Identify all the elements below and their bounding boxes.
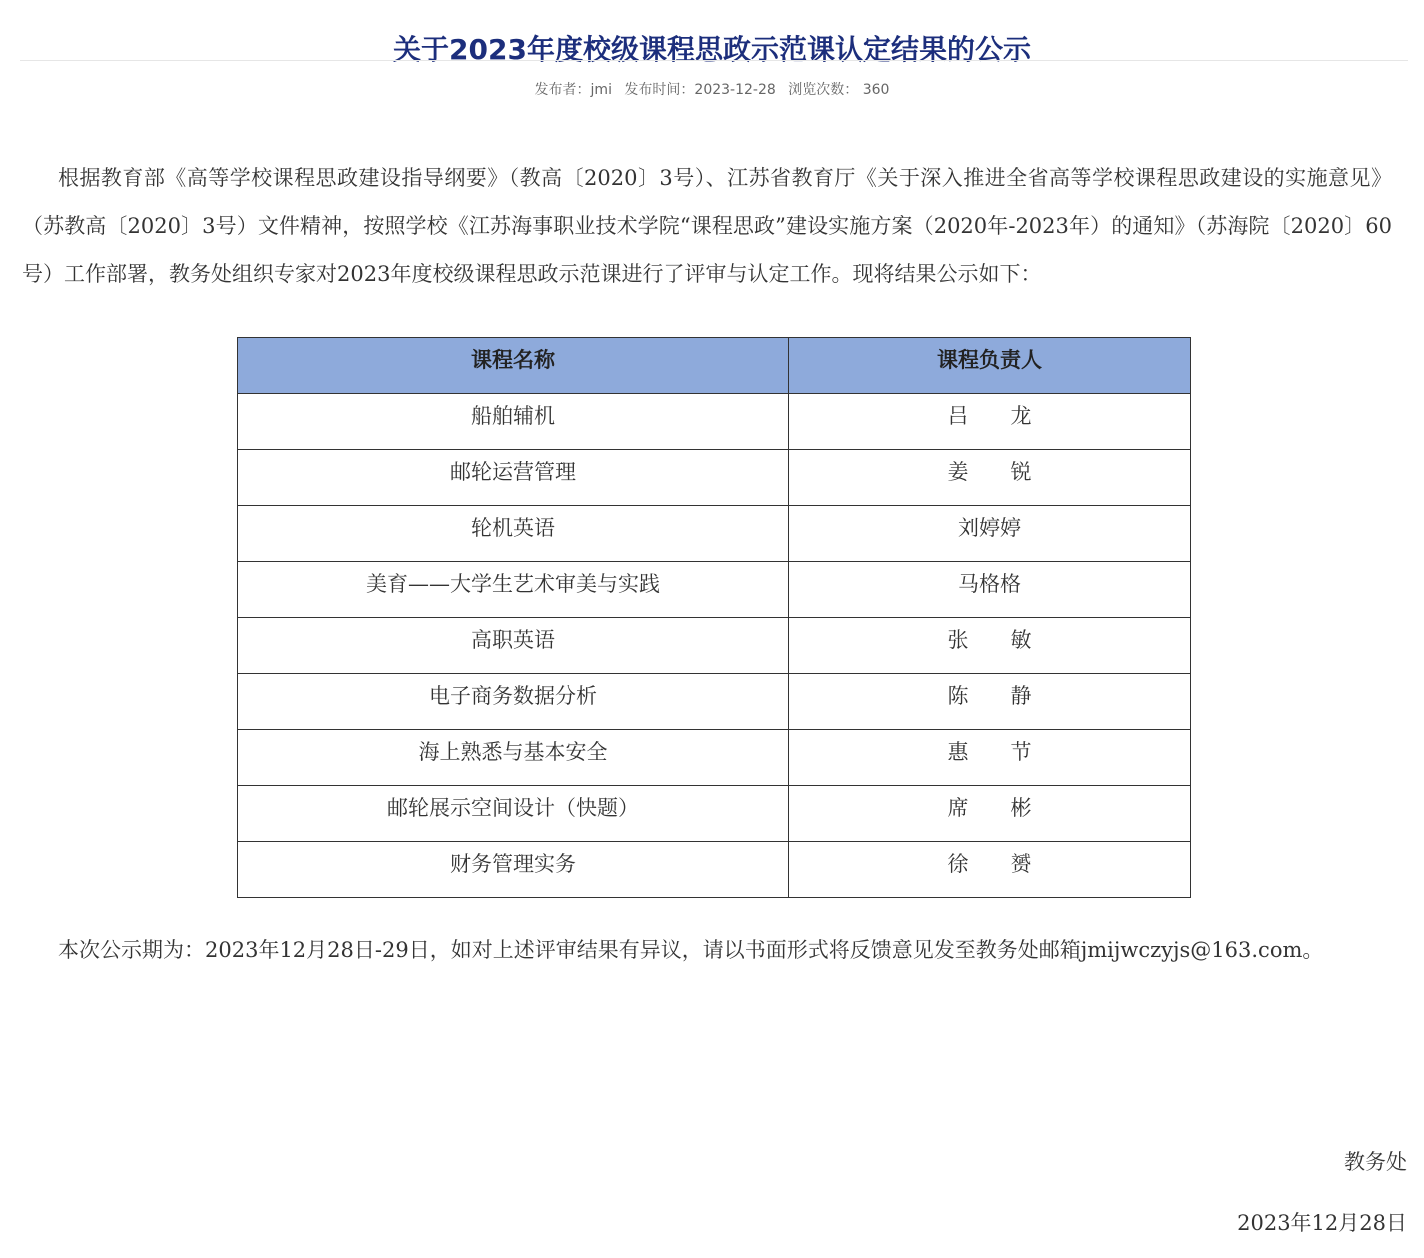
course-name-cell: 高职英语 xyxy=(238,618,789,674)
course-name-cell: 海上熟悉与基本安全 xyxy=(238,730,789,786)
course-leader-cell: 惠 节 xyxy=(789,730,1191,786)
article-title: 关于2023年度校级课程思政示范课认定结果的公示 xyxy=(393,32,1031,66)
view-count-text: 浏览次数： xyxy=(788,82,859,98)
intro-paragraph: 根据教育部《高等学校课程思政建设指导纲要》（教高〔2020〕3号）、江苏省教育厅《关于深入推进全省高等学校课程思政建设的实施意见》（苏教高〔2020〕3号）文件精神，按照学校《江苏海事职业技术学院“课程思政”建设实施方案（2020年-2023年）的通知》（苏海院〔2020〕60号）工作部署，教务处组织专家对2023年度校级课程思政示范课进行了评审与认定工作。现将结果公示如下： xyxy=(22,166,1392,286)
table-row xyxy=(238,450,1191,506)
table-row xyxy=(238,674,1191,730)
title-divider xyxy=(20,60,1408,61)
course-name-cell: 轮机英语 xyxy=(238,506,789,562)
publish-time-label: 发布时间：2023-12-28 xyxy=(624,82,776,98)
course-leader-cell: 吕 龙 xyxy=(789,394,1191,450)
table-row xyxy=(238,730,1191,786)
table-row xyxy=(238,618,1191,674)
course-name-cell: 美育——大学生艺术审美与实践 xyxy=(238,562,789,618)
notice-paragraph: 本次公示期为：2023年12月28日-29日，如对上述评审结果有异议，请以书面形式将反馈意见发至教务处邮箱jmijwczyjs@163.com。 xyxy=(58,938,1324,962)
article-meta xyxy=(0,80,1424,100)
signature-date: 2023年12月28日 xyxy=(1237,1211,1407,1235)
results-table xyxy=(237,337,1191,898)
course-name-cell: 邮轮运营管理 xyxy=(238,450,789,506)
header-course-leader: 课程负责人 xyxy=(789,338,1191,394)
table-row xyxy=(238,562,1191,618)
course-name-cell: 邮轮展示空间设计（快题） xyxy=(238,786,789,842)
view-count-label xyxy=(788,82,889,98)
course-leader-cell: 席 彬 xyxy=(789,786,1191,842)
table-row xyxy=(238,506,1191,562)
view-count-value: 360 xyxy=(862,82,890,98)
course-leader-cell: 马格格 xyxy=(789,562,1191,618)
table-row xyxy=(238,786,1191,842)
signature-org: 教务处 xyxy=(1344,1150,1407,1174)
publisher-label: 发布者：jmi xyxy=(534,82,612,98)
table-header-row xyxy=(238,338,1191,394)
course-name-cell: 财务管理实务 xyxy=(238,842,789,898)
course-leader-cell: 刘婷婷 xyxy=(789,506,1191,562)
course-name-cell: 船舶辅机 xyxy=(238,394,789,450)
header-course-name: 课程名称 xyxy=(238,338,789,394)
course-name-cell: 电子商务数据分析 xyxy=(238,674,789,730)
table-row xyxy=(238,394,1191,450)
course-leader-cell: 张 敏 xyxy=(789,618,1191,674)
table-row xyxy=(238,842,1191,898)
course-leader-cell: 陈 静 xyxy=(789,674,1191,730)
course-leader-cell: 徐 赟 xyxy=(789,842,1191,898)
course-leader-cell: 姜 锐 xyxy=(789,450,1191,506)
